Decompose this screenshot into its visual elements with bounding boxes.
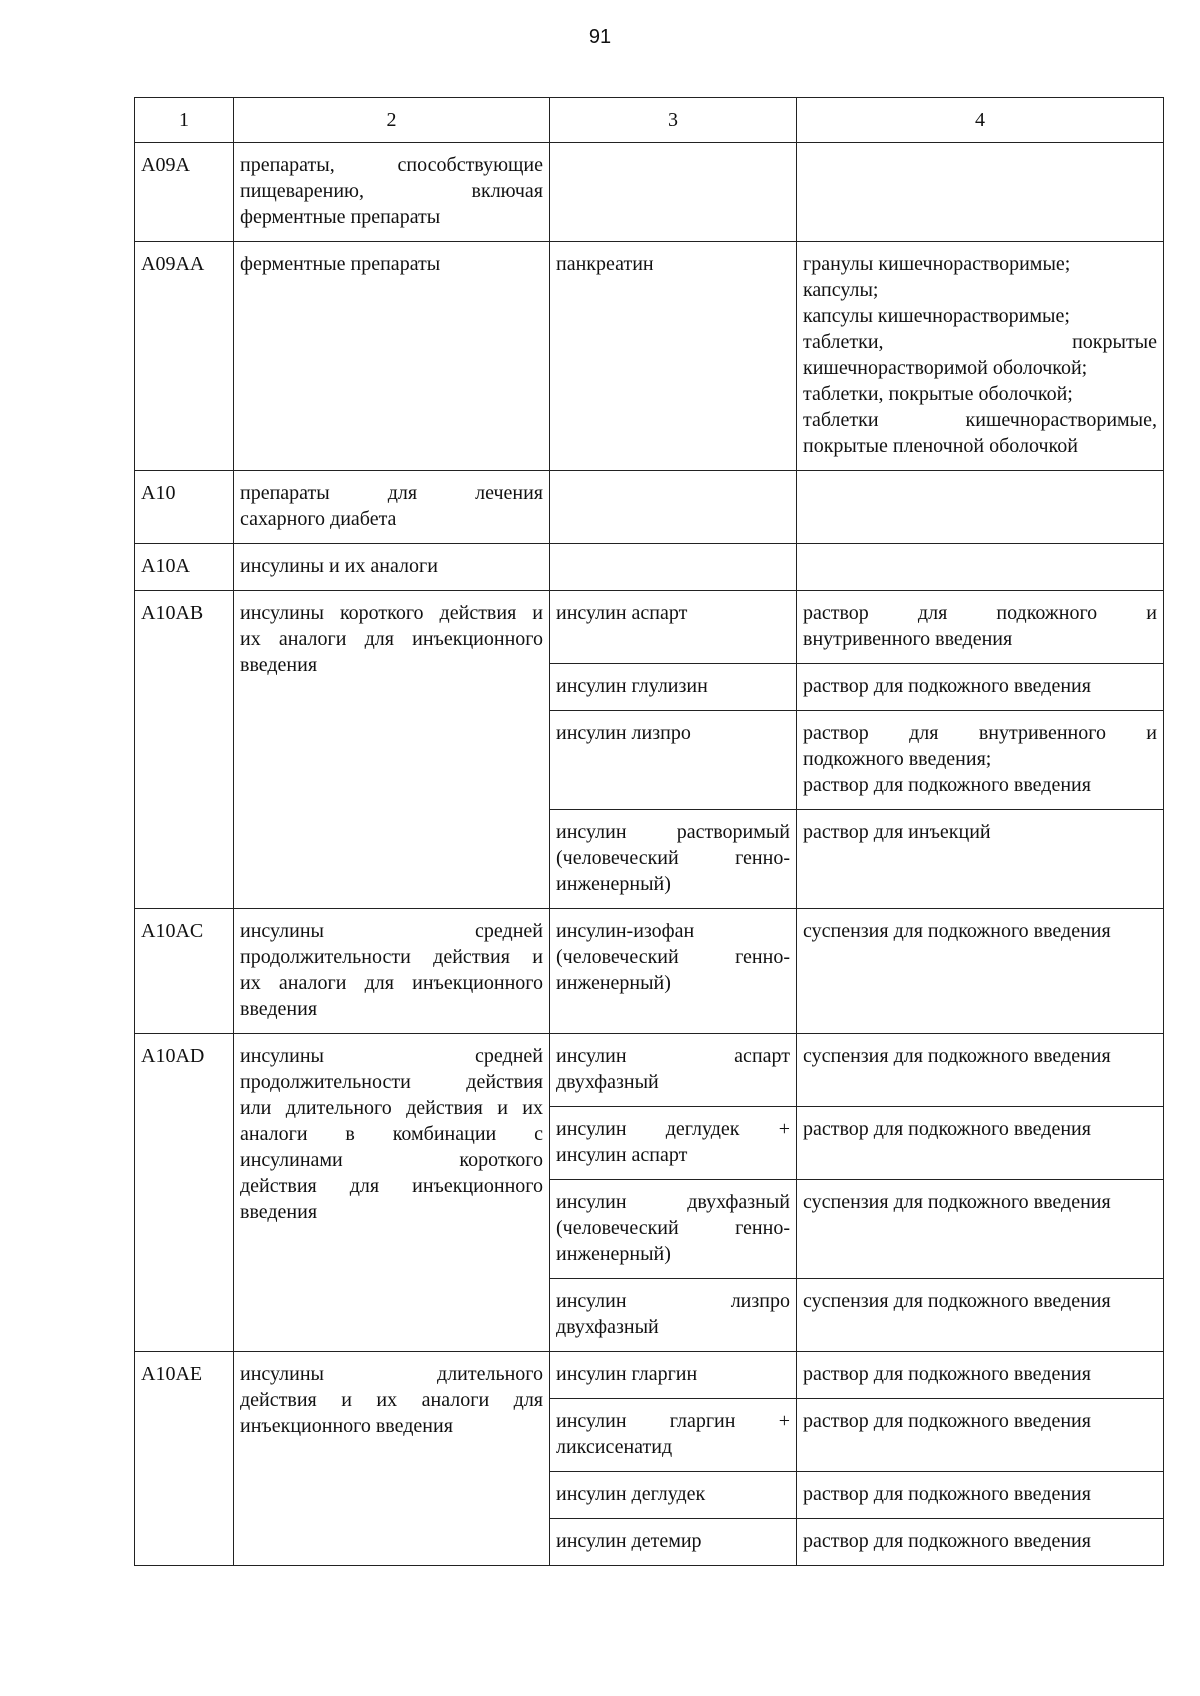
atc-group-line: или длительного действия и их (240, 1097, 543, 1119)
atc-group-cell (234, 471, 550, 544)
drug-name-line: инженерный) (556, 972, 671, 994)
atc-group-line: их аналоги для инъекционного (240, 628, 543, 650)
atc-group-line: препараты, способствующие (240, 154, 543, 176)
atc-drug-table (134, 97, 1164, 1566)
drug-name-line: инсулин аспарт (556, 602, 688, 624)
drug-name-cell (550, 1279, 797, 1352)
dosage-form-line: раствор для подкожного введения (803, 1483, 1091, 1505)
dosage-form-line: раствор для подкожного введения (803, 1118, 1091, 1140)
drug-name-cell (550, 711, 797, 810)
dosage-form-line: кишечнорастворимой оболочкой; (803, 357, 1088, 379)
atc-code-cell: A10AD (135, 1034, 234, 1352)
drug-name-cell (550, 1107, 797, 1180)
drug-name-line: инсулин аспарт (556, 1045, 790, 1067)
dosage-form-line: покрытые пленочной оболочкой (803, 435, 1078, 457)
column-number-1: 1 (135, 98, 234, 143)
dosage-form-line: гранулы кишечнорастворимые; (803, 253, 1071, 275)
dosage-form-line: суспензия для подкожного введения (803, 1290, 1111, 1312)
drug-name-line: инсулин лизпро (556, 722, 691, 744)
drug-name-cell (550, 1180, 797, 1279)
dosage-form-cell (797, 909, 1164, 1034)
dosage-form-line: раствор для подкожного введения (803, 675, 1091, 697)
atc-group-cell (234, 1034, 550, 1352)
dosage-form-cell (797, 591, 1164, 664)
table-row (135, 471, 1164, 544)
table-row (135, 1352, 1164, 1399)
dosage-form-line: раствор для подкожного введения (803, 1363, 1091, 1385)
table-row (135, 544, 1164, 591)
atc-code-cell: A09A (135, 143, 234, 242)
dosage-form-line: внутривенного введения (803, 628, 1013, 650)
drug-name-line: инсулин двухфазный (556, 1191, 790, 1213)
drug-name-cell (550, 1034, 797, 1107)
atc-code-cell: A10A (135, 544, 234, 591)
drug-name-line: инсулин детемир (556, 1530, 702, 1552)
dosage-form-cell (797, 471, 1164, 544)
atc-group-line: инсулины длительного (240, 1363, 543, 1385)
dosage-form-line: таблетки кишечнорастворимые, (803, 409, 1157, 431)
drug-name-cell (550, 1472, 797, 1519)
dosage-form-cell (797, 1034, 1164, 1107)
drug-name-cell (550, 664, 797, 711)
dosage-form-line: раствор для инъекций (803, 821, 991, 843)
atc-code-cell: A10AB (135, 591, 234, 909)
dosage-form-cell (797, 664, 1164, 711)
atc-group-line: ферментные препараты (240, 253, 441, 275)
atc-group-line: инсулинами короткого (240, 1149, 543, 1171)
dosage-form-cell (797, 810, 1164, 909)
page-number: 91 (588, 26, 612, 48)
column-number-row (135, 98, 1164, 143)
drug-name-line: инсулин гларгин + (556, 1410, 790, 1432)
drug-name-cell (550, 591, 797, 664)
dosage-form-line: раствор для подкожного введения (803, 774, 1091, 796)
table-row (135, 242, 1164, 471)
dosage-form-cell (797, 1472, 1164, 1519)
drug-name-cell (550, 544, 797, 591)
drug-name-line: инсулин-изофан (556, 920, 695, 942)
dosage-form-cell (797, 1352, 1164, 1399)
drug-name-line: инсулин гларгин (556, 1363, 698, 1385)
atc-group-line: инсулины короткого действия и (240, 602, 543, 624)
drug-name-cell (550, 1399, 797, 1472)
dosage-form-line: раствор для подкожного введения (803, 1410, 1091, 1432)
atc-code-cell: A10AC (135, 909, 234, 1034)
dosage-form-line: суспензия для подкожного введения (803, 1191, 1111, 1213)
dosage-form-cell (797, 1107, 1164, 1180)
drug-name-line: ликсисенатид (556, 1436, 673, 1458)
drug-name-line: инсулин глулизин (556, 675, 708, 697)
drug-name-line: (человеческий генно- (556, 847, 790, 869)
atc-group-line: введения (240, 654, 318, 676)
atc-group-line: препараты для лечения (240, 482, 543, 504)
drug-name-cell (550, 242, 797, 471)
drug-name-cell (550, 1519, 797, 1566)
atc-group-line: действия для инъекционного (240, 1175, 543, 1197)
dosage-form-line: раствор для внутривенного и (803, 722, 1157, 744)
drug-name-cell (550, 471, 797, 544)
dosage-form-line: капсулы кишечнорастворимые; (803, 305, 1070, 327)
drug-name-line: инсулин лизпро (556, 1290, 790, 1312)
dosage-form-cell (797, 711, 1164, 810)
atc-group-line: ферментные препараты (240, 206, 441, 228)
drug-name-line: (человеческий генно- (556, 946, 790, 968)
drug-name-cell (550, 143, 797, 242)
drug-name-line: инсулин растворимый (556, 821, 790, 843)
atc-group-line: введения (240, 998, 318, 1020)
drug-name-line: инсулин деглудек + (556, 1118, 790, 1140)
atc-group-cell (234, 143, 550, 242)
dosage-form-line: капсулы; (803, 279, 879, 301)
drug-name-line: инсулин деглудек (556, 1483, 706, 1505)
drug-name-line: инженерный) (556, 1243, 671, 1265)
atc-group-line: продолжительности действия (240, 1071, 543, 1093)
atc-group-cell (234, 1352, 550, 1566)
atc-code-cell: A10AE (135, 1352, 234, 1566)
atc-group-cell (234, 544, 550, 591)
column-number-2: 2 (234, 98, 550, 143)
dosage-form-line: таблетки, покрытые оболочкой; (803, 383, 1073, 405)
atc-group-line: пищеварению, включая (240, 180, 543, 202)
dosage-form-line: суспензия для подкожного введения (803, 1045, 1111, 1067)
atc-group-line: их аналоги для инъекционного (240, 972, 543, 994)
dosage-form-cell (797, 1279, 1164, 1352)
drug-name-line: двухфазный (556, 1316, 659, 1338)
drug-name-line: инсулин аспарт (556, 1144, 688, 1166)
table-row (135, 909, 1164, 1034)
atc-group-line: аналоги в комбинации с (240, 1123, 543, 1145)
drug-name-line: двухфазный (556, 1071, 659, 1093)
dosage-form-cell (797, 1519, 1164, 1566)
dosage-form-cell (797, 544, 1164, 591)
atc-code-cell: A10 (135, 471, 234, 544)
dosage-form-line: раствор для подкожного и (803, 602, 1157, 624)
dosage-form-line: таблетки, покрытые (803, 331, 1157, 353)
atc-group-line: инсулины средней (240, 1045, 543, 1067)
table-row (135, 143, 1164, 242)
atc-group-line: действия и их аналоги для (240, 1389, 543, 1411)
drug-name-cell (550, 909, 797, 1034)
dosage-form-cell (797, 242, 1164, 471)
atc-group-line: введения (240, 1201, 318, 1223)
dosage-form-line: суспензия для подкожного введения (803, 920, 1111, 942)
atc-group-line: сахарного диабета (240, 508, 397, 530)
table-row (135, 1034, 1164, 1107)
atc-group-line: инъекционного введения (240, 1415, 453, 1437)
atc-group-line: продолжительности действия и (240, 946, 543, 968)
table-row (135, 591, 1164, 664)
column-number-4: 4 (797, 98, 1164, 143)
column-number-3: 3 (550, 98, 797, 143)
atc-group-line: инсулины и их аналоги (240, 555, 438, 577)
drug-name-line: инженерный) (556, 873, 671, 895)
atc-code-cell: A09AA (135, 242, 234, 471)
drug-name-line: (человеческий генно- (556, 1217, 790, 1239)
dosage-form-line: раствор для подкожного введения (803, 1530, 1091, 1552)
atc-group-line: инсулины средней (240, 920, 543, 942)
atc-group-cell (234, 909, 550, 1034)
atc-group-cell (234, 591, 550, 909)
atc-group-cell (234, 242, 550, 471)
dosage-form-cell (797, 1399, 1164, 1472)
dosage-form-cell (797, 1180, 1164, 1279)
dosage-form-line: подкожного введения; (803, 748, 992, 770)
drug-name-line: панкреатин (556, 253, 654, 275)
drug-name-cell (550, 1352, 797, 1399)
dosage-form-cell (797, 143, 1164, 242)
drug-name-cell (550, 810, 797, 909)
